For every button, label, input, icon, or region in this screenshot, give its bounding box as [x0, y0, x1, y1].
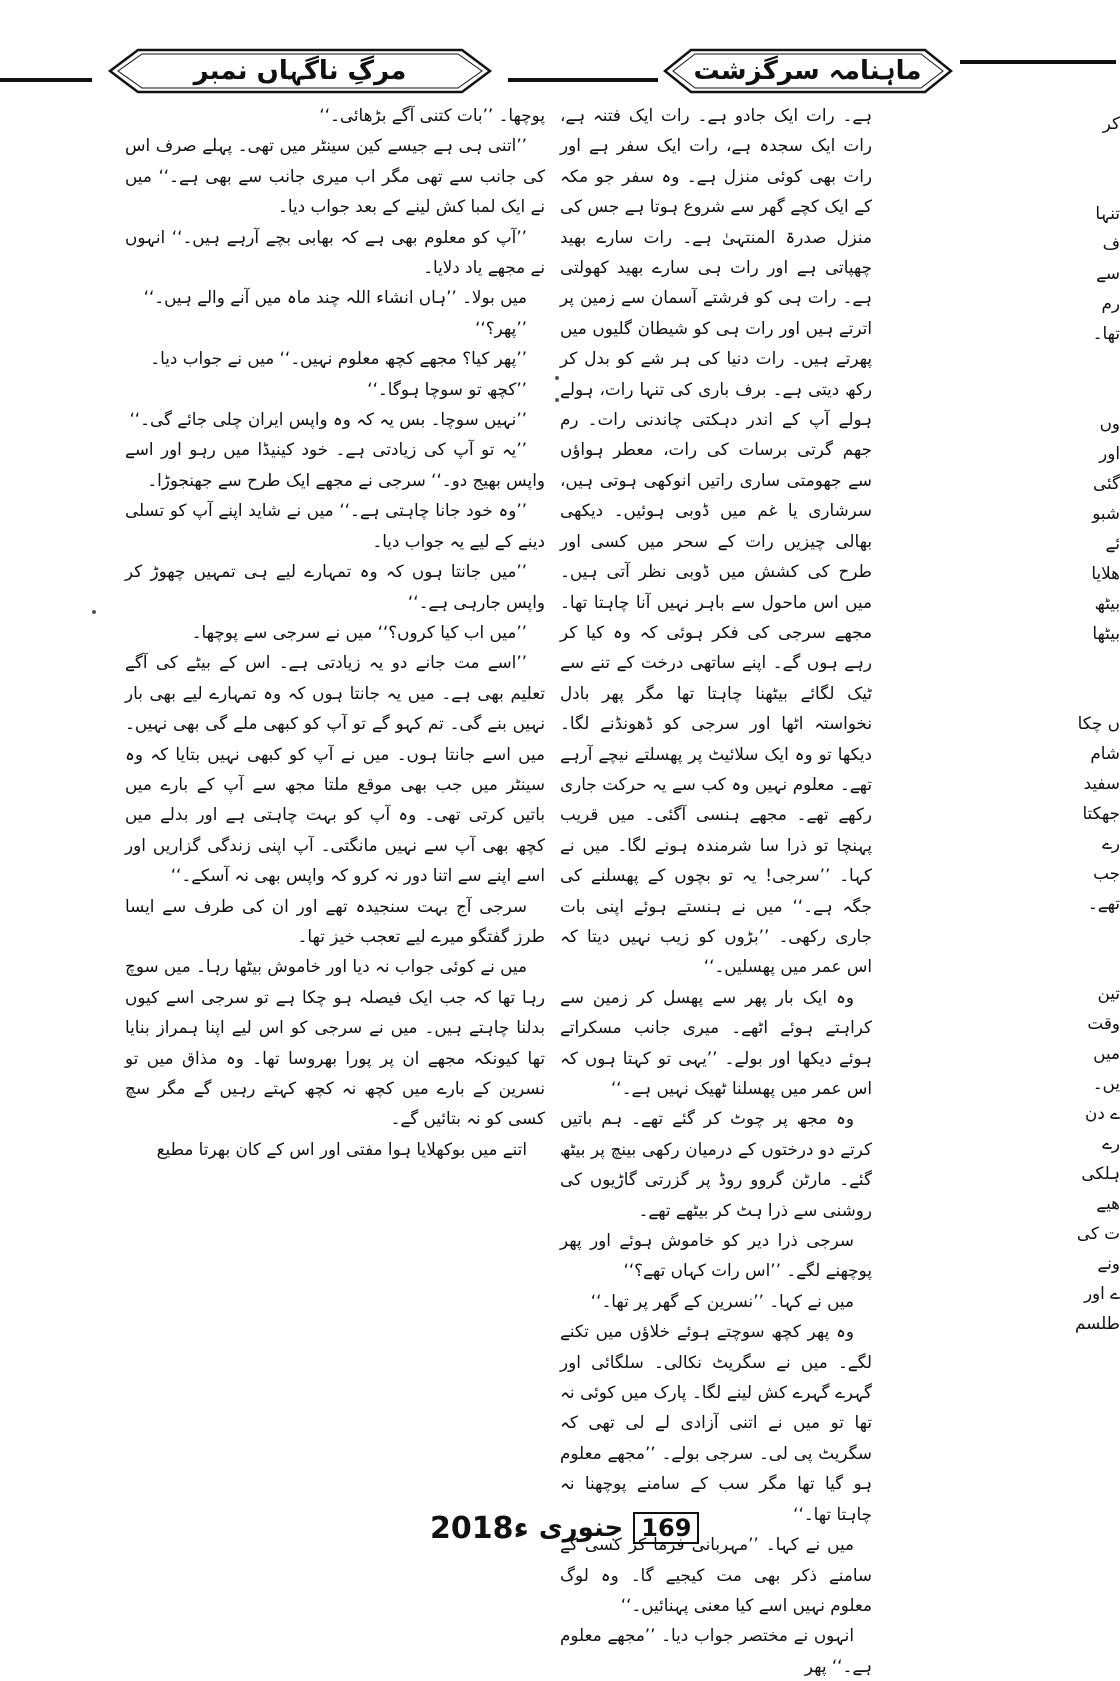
paragraph: وہ مجھ پر چوٹ کر گئے تھے۔ ہم باتیں کرتے دو درختوں کے درمیان رکھی بینچ پر بیٹھ گئے۔ مارٹن گروو روڈ پر گزرتی گاڑیوں کی روشنی سے ذرا ہٹ کر بیٹھے تھے۔ [560, 1108, 872, 1220]
paragraph: ہے۔ رات ایک جادو ہے۔ رات ایک فتنہ ہے، رات ایک سجدہ ہے، رات ایک سفر ہے اور رات بھی کوئی منزل ہے۔ وہ سفر جو مکہ کے ایک کچے گھر سے شروع ہوتا ہے جس کی منزل صدرۃ المنتہیٰ ہے۔ رات سارے بھید چھپاتی ہے اور رات ہی سارے بھید کھولتی ہے۔ رات ہی کو فرشتے آسمان سے زمین پر اترتے ہیں اور رات ہی کو شیطان گلیوں میں پھرتے ہیں۔ رات دنیا کی ہر شے کو بدل کر رکھ دیتی ہے۔ برف باری کی تنہا رات، ہولے ہولے آپ کے اندر دہکتی چاندنی رات۔ رم جھم گرتی برسات کی رات، معطر ہواؤں سے جھومتی ساری راتیں انوکھی ہوتی ہیں، سرشاری یا غم میں ڈوبی ہوئیں۔ دیکھی بھالی چیزیں رات کے سحر میں کسی اور طرح کی کشش میں ڈوبی نظر آتی ہیں۔ میں اس ماحول سے باہر نہیں آنا چاہتا تھا۔ مجھے سرجی کی فکر ہوئی کہ وہ کیا کر رہے ہوں گے۔ اپنے ساتھی درخت کے تنے سے ٹیک لگائے بیٹھنا چاہتا تھا مگر پھر بادل نخواستہ اٹھا اور سرجی کو ڈھونڈنے لگا۔ دیکھا تو وہ ایک سلائیٹ پر پھسلتے نیچے آرہے تھے۔ معلوم نہیں وہ کب سے یہ حرکت جاری رکھے تھے۔ مجھے ہنسی آگئی۔ میں قریب پہنچا تو ذرا سا شرمندہ ہونے لگا۔ میں نے کہا۔ ’’سرجی! یہ تو بچوں کے پھسلنے کی جگہ ہے۔‘‘ میں نے ہنستے ہوئے اپنی بات جاری رکھی۔ ’’بڑوں کو زیب نہیں دیتا کہ اس عمر میں پھسلیں۔‘‘ [560, 105, 872, 977]
edge-fragment: تین [1097, 983, 1120, 1003]
special-issue-title: مرگِ ناگہاں نمبر [193, 56, 407, 86]
special-issue-banner [90, 44, 510, 98]
magazine-title: ماہنامہ سرگزشت [693, 56, 922, 86]
paragraph: ’’میں جانتا ہوں کہ وہ تمہارے لیے ہی تمہیں چھوڑ کر واپس جارہی ہے۔‘‘ [125, 561, 545, 612]
magazine-name-banner [655, 44, 960, 98]
edge-fragment: اور [1099, 443, 1120, 463]
paragraph: میں نے کہا۔ ’’نسرین کے گھر پر تھا۔‘‘ [590, 1290, 854, 1311]
edge-fragment: رم [1101, 293, 1120, 313]
edge-fragment: بیٹھا [1092, 623, 1120, 643]
edge-fragment: طلسم [1074, 1313, 1120, 1333]
header-rule-left [0, 78, 92, 82]
edge-fragment: سے [1096, 263, 1120, 283]
paragraph: انہوں نے مختصر جواب دیا۔ ’’مجھے معلوم ہے۔‘‘ پھر [560, 1625, 872, 1676]
paragraph: میں نے کہا۔ ’’مہربانی فرما کر کسی کے سامنے ذکر بھی مت کیجیے گا۔ وہ لوگ معلوم نہیں اسے کیا معنی پہنائیں۔‘‘ [560, 1534, 872, 1615]
edge-fragment: جب [1093, 863, 1120, 883]
edge-fragment: ں چکا [1077, 713, 1120, 733]
adjacent-page-fragment [1040, 108, 1120, 1338]
edge-fragment: ئے [1105, 533, 1120, 553]
edge-fragment: ے اور [1083, 1283, 1120, 1303]
paragraph: ’’میں اب کیا کروں؟‘‘ میں نے سرجی سے پوچھا۔ [191, 621, 527, 642]
edge-fragment [1040, 648, 1120, 678]
paragraph: ’’آپ کو معلوم بھی ہے کہ بھابی بچے آرہے ہیں۔‘‘ انہوں نے مجھے یاد دلایا۔ [125, 226, 545, 278]
edge-fragment [1040, 918, 1120, 948]
paragraph: ’’پھر؟‘‘ [475, 317, 527, 338]
edge-fragment: سفید [1083, 773, 1120, 793]
edge-fragment: تھا۔ [1092, 323, 1120, 343]
edge-fragment: جھکتا [1082, 803, 1120, 823]
edge-fragment: تنہا [1095, 203, 1120, 223]
edge-fragment: شام [1090, 743, 1120, 763]
paragraph: ’’اتنی ہی ہے جیسے کین سینٹر میں تھی۔ پہلے صرف اس کی جانب سے تھی مگر اب میری جانب سے بھی ہے۔‘‘ میں نے ایک لمبا کش لینے کے بعد جواب دیا۔ [125, 135, 545, 217]
paragraph: سرجی ذرا دیر کو خاموش ہوئے اور پھر پوچھنے لگے۔ ’’اس رات کہاں تھے؟‘‘ [560, 1230, 872, 1281]
page-footer [0, 1510, 1116, 1550]
edge-fragment: تھے۔ [1087, 893, 1120, 913]
paragraph: پوچھا۔ ’’بات کتنی آگے بڑھائی۔‘‘ [319, 105, 545, 125]
edge-fragment: گئی [1092, 473, 1120, 493]
paragraph: میں بولا۔ ’’ہاں انشاء اللہ چند ماہ میں آنے والے ہیں۔‘‘ [143, 287, 527, 308]
edge-fragment: میں [1093, 1043, 1120, 1063]
paragraph: سرجی آج بہت سنجیدہ تھے اور ان کی طرف سے ایسا طرز گفتگو میرے لیے تعجب خیز تھا۔ [125, 895, 545, 946]
edge-fragment: شبو [1092, 503, 1120, 523]
paragraph: ’’کچھ تو سوچا ہوگا۔‘‘ [367, 378, 527, 399]
edge-fragment: رے [1102, 1133, 1120, 1153]
edge-fragment: ھیے [1096, 1193, 1120, 1213]
edge-fragment: ے دن [1085, 1103, 1120, 1123]
edge-fragment [1040, 138, 1120, 168]
paragraph: ’’پھر کیا؟ مجھے کچھ معلوم نہیں۔‘‘ میں نے جواب دیا۔ [150, 348, 527, 369]
paragraph: ’’نہیں سوچا۔ بس یہ کہ وہ واپس ایران چلی جائے گی۔‘‘ [129, 409, 527, 430]
edge-fragment: ت کی [1076, 1223, 1120, 1243]
header-rule-center [508, 78, 658, 82]
edge-fragment: وقت [1087, 1013, 1120, 1033]
edge-fragment: وں [1099, 413, 1120, 433]
paragraph: وہ پھر کچھ سوچتے ہوئے خلاؤں میں تکنے لگے۔ میں نے سگریٹ نکالی۔ سلگائی اور گہرے گہرے کش لینے لگا۔ پارک میں کوئی نہ تھا تو میں نے اتنی آزادی لے لی تھی کہ سگریٹ پی لی۔ سرجی بولے۔ ’’مجھے معلوم ہو گیا تھا مگر سب کے سامنے پوچھنا نہ چاہتا تھا۔‘‘ [560, 1321, 872, 1524]
paragraph: ’’یہ تو آپ کی زیادتی ہے۔ خود کینیڈا میں رہو اور اسے واپس بھیج دو۔‘‘ سرجی نے مجھے ایک طرح سے جھنجوڑا۔ [125, 439, 545, 490]
issue-year: 2018ء [430, 1510, 529, 1546]
issue-month: جنوری [538, 1513, 624, 1543]
edge-fragment: ونے [1097, 1253, 1120, 1273]
scan-speck [92, 610, 96, 614]
edge-fragment [1040, 678, 1120, 708]
edge-fragment: ھلایا [1091, 563, 1120, 583]
edge-fragment: ف [1102, 233, 1120, 253]
paragraph: ’’اسے مت جانے دو یہ زیادتی ہے۔ اس کے بیٹے کی آگے تعلیم بھی ہے۔ میں یہ جانتا ہوں کہ وہ تمہارے لیے بھی بار نہیں بنے گی۔ تم کہو گے تو آپ کو کبھی ملے گی بھی نہیں۔ میں اسے جانتا ہوں۔ میں نے آپ کو کبھی نہیں بتایا کہ وہ سینٹر میں جب بھی موقع ملتا مجھ سے آپ کے بارے میں باتیں کرتی تھی۔ وہ آپ کو بہت چاہتی ہے اور بدلے میں کچھ بھی آپ سے نہیں مانگتی۔ آپ اپنی زندگی گزاریں اور اسے اپنے سے اتنا دور نہ کرو کہ واپس بھی نہ آسکے۔‘‘ [125, 652, 545, 886]
scan-speck [555, 376, 559, 380]
edge-fragment: یں۔ [1092, 1073, 1120, 1093]
header-rule-right [960, 60, 1116, 64]
text-column-right [560, 100, 872, 1681]
paragraph: وہ ایک بار پھر سے پھسل کر زمین سے کراہتے ہوئے اٹھے۔ میری جانب مسکراتے ہوئے دیکھا اور بولے۔ ’’یہی تو کہتا ہوں کہ اس عمر میں پھسلنا ٹھیک نہیں ہے۔‘‘ [560, 986, 872, 1098]
paragraph: ’’وہ خود جانا چاہتی ہے۔‘‘ میں نے شاید اپنے آپ کو تسلی دینے کے لیے یہ جواب دیا۔ [125, 500, 545, 551]
scan-speck [555, 398, 559, 402]
edge-fragment: رے [1102, 833, 1120, 853]
paragraph: میں نے کوئی جواب نہ دیا اور خاموش بیٹھا رہا۔ میں سوچ رہا تھا کہ جب ایک فیصلہ ہو چکا ہے تو سرجی اسے کیوں بدلنا چاہتے ہیں۔ میں نے سرجی کو اس لیے اپنا ہمراز بنایا تھا کیونکہ مجھے ان پر پورا بھروسا تھا۔ وہ مذاق میں تو نسرین کے بارے میں کچھ نہ کچھ کہتے رہیں گے مگر سچ کسی کو نہ بتائیں گے۔ [124, 956, 545, 1129]
page-number: 169 [633, 1512, 699, 1544]
edge-fragment [1040, 348, 1120, 378]
edge-fragment [1040, 948, 1120, 978]
edge-fragment: کر [1102, 113, 1120, 133]
edge-fragment [1040, 378, 1120, 408]
edge-fragment [1040, 168, 1120, 198]
text-column-left [125, 100, 545, 1164]
edge-fragment: ہلکی [1081, 1163, 1120, 1183]
edge-fragment: بیٹھ [1094, 593, 1120, 613]
paragraph: اتنے میں بوکھلایا ہوا مفتی اور اس کے کان بھرتا مطیع [156, 1138, 527, 1159]
